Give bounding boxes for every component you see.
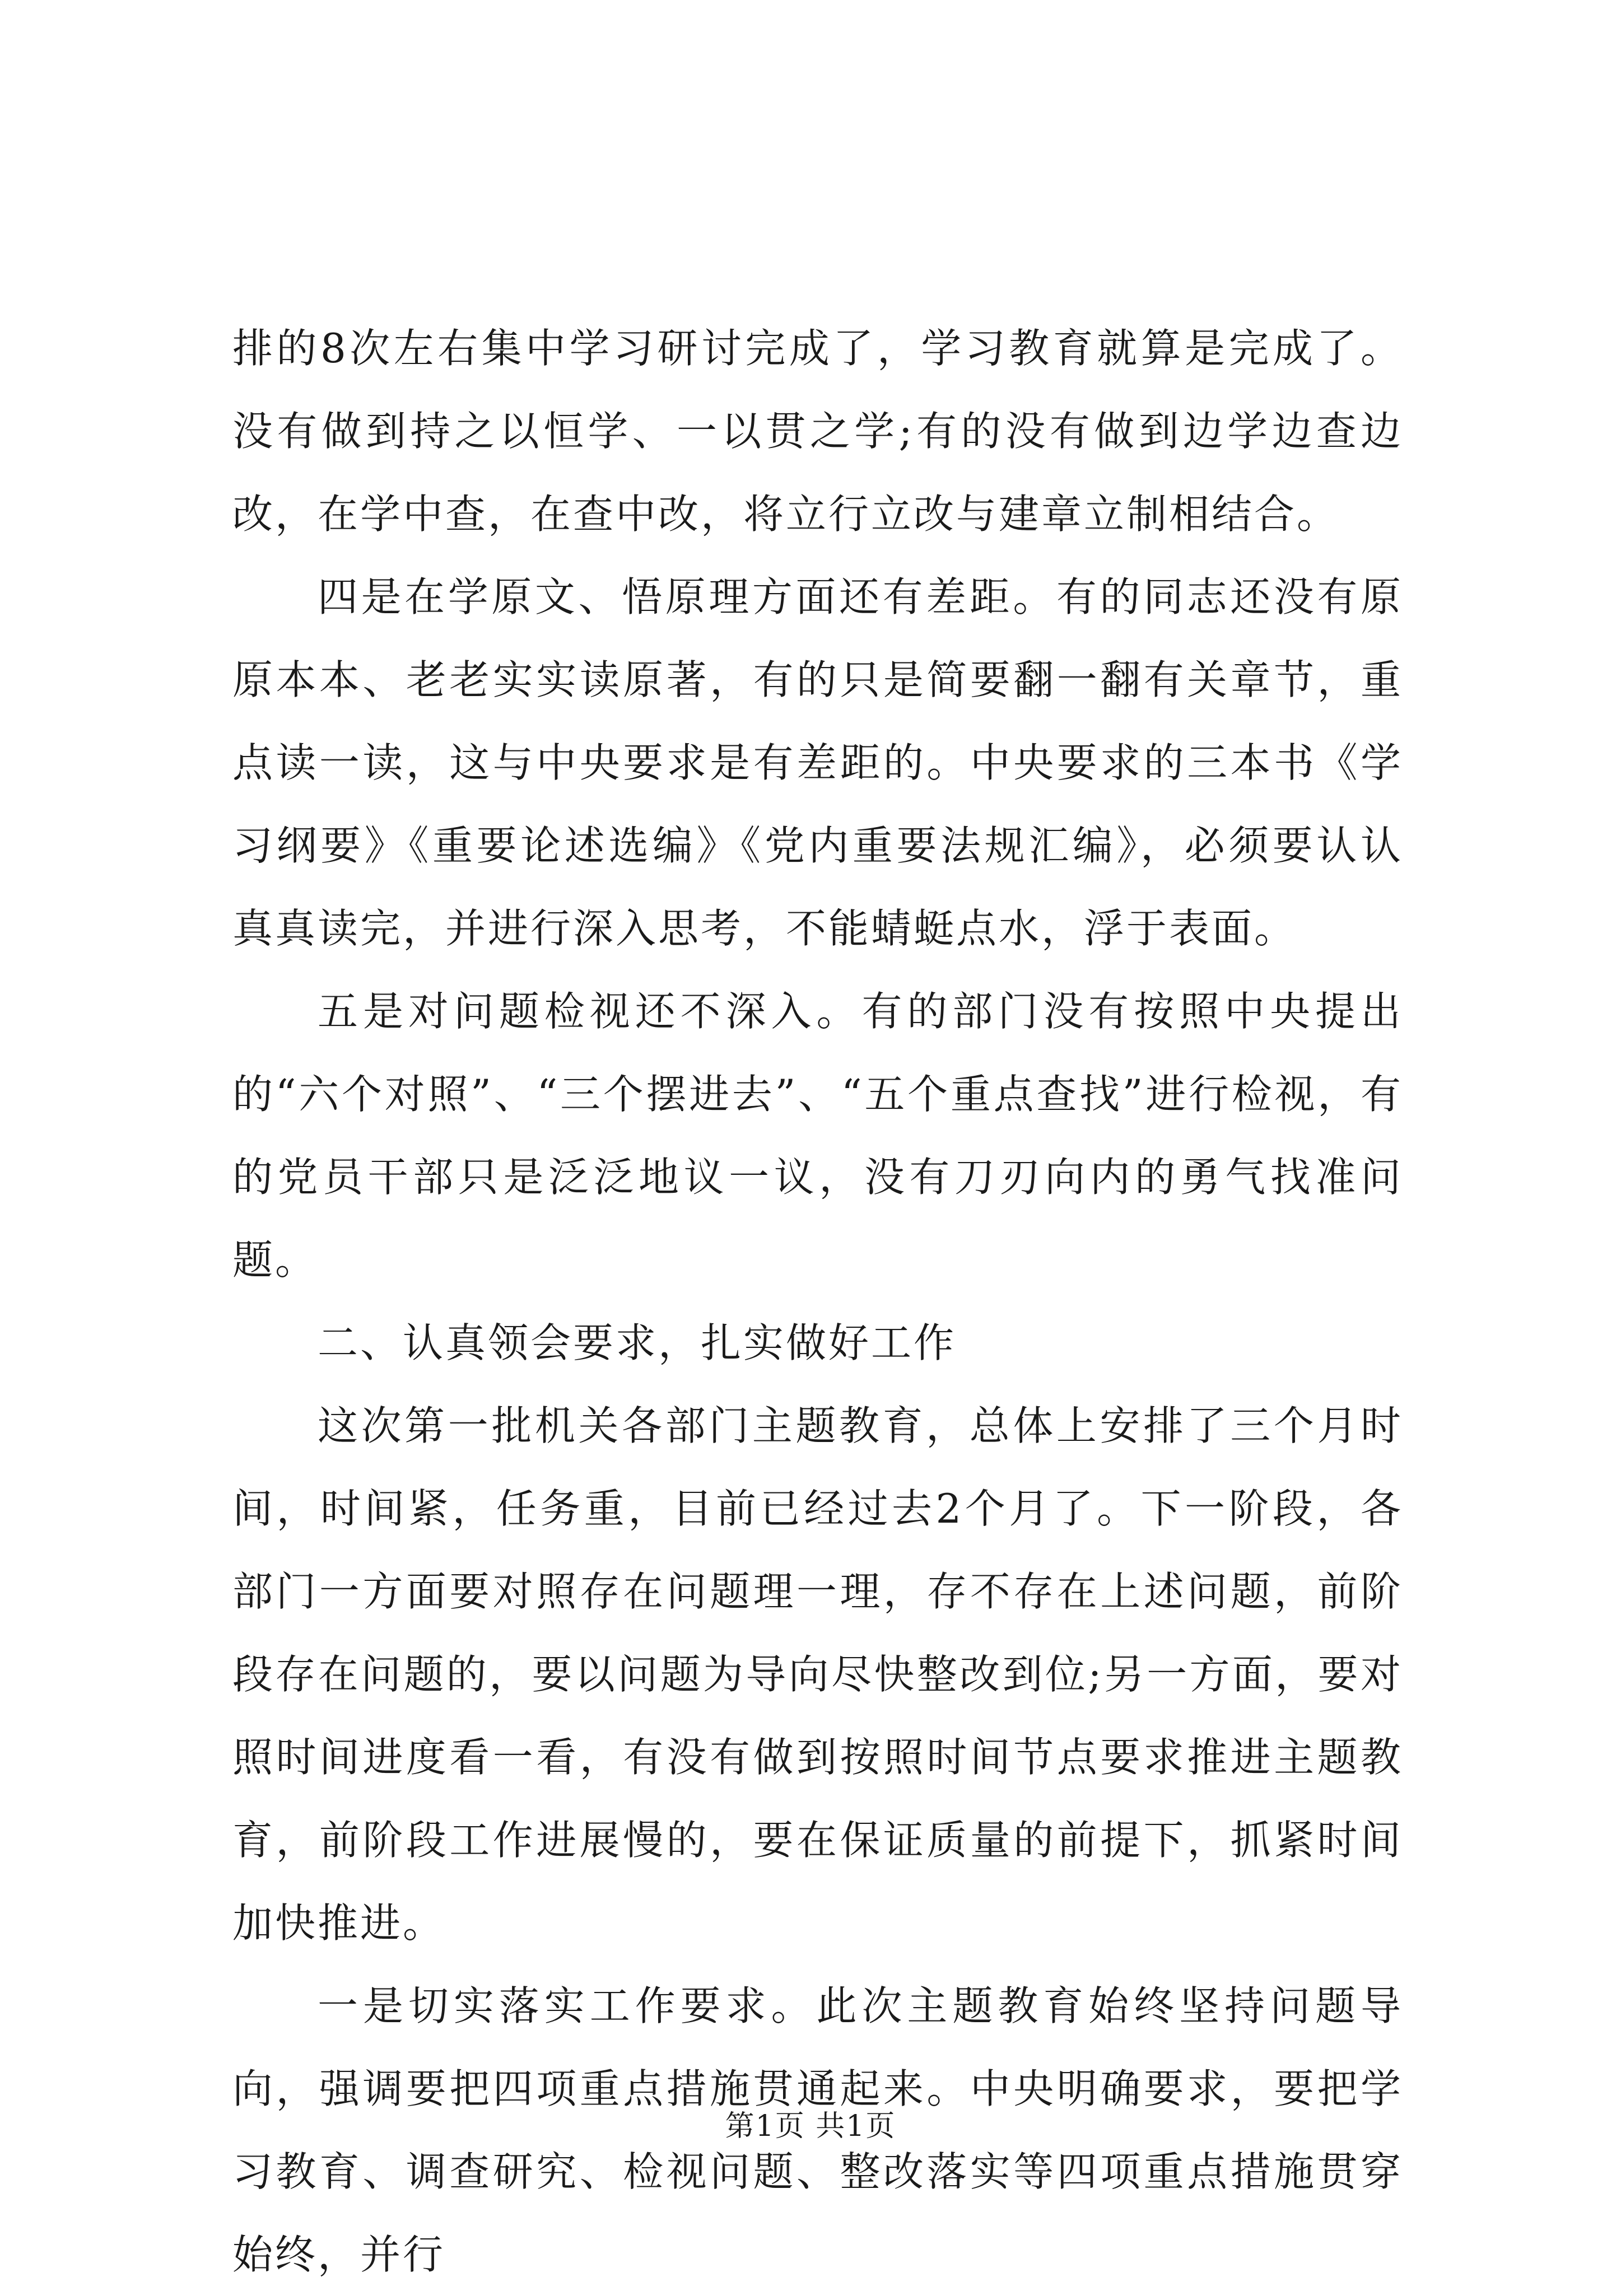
section-heading: 二、认真领会要求，扎实做好工作 <box>318 1319 957 1366</box>
paragraph-1: 排的8次左右集中学习研讨完成了，学习教育就算是完成了。没有做到持之以恒学、一以贯之学;有的没有做到边学边查边改，在学中查，在查中改，将立行立改与建章立制相结合。 <box>232 325 1403 538</box>
paragraph-5: 这次第一批机关各部门主题教育，总体上安排了三个月时间，时间紧，任务重，目前已经过去2个月了。下一阶段，各部门一方面要对照存在问题理一理，存不存在上述问题，前阶段存在问题的，要以问题为导向尽快整改到位;另一方面，要对照时间进度看一看，有没有做到按照时间节点要求推进主题教育，前阶段工作进展慢的，要在保证质量的前提下，抓紧时间加快推进。 <box>232 1402 1403 1947</box>
paragraph-3: 五是对问题检视还不深入。有的部门没有按照中央提出的“六个对照”、“三个摆进去”、“五个重点查找”进行检视，有的党员干部只是泛泛地议一议，没有刀刃向内的勇气找准问题。 <box>232 988 1403 1284</box>
page-footer: 第1页 共1页 <box>725 2110 896 2143</box>
paragraph-6: 一是切实落实工作要求。此次主题教育始终坚持问题导向，强调要把四项重点措施贯通起来。中央明确要求，要把学习教育、调查研究、检视问题、整改落实等四项重点措施贯穿始终，并行 <box>232 1982 1403 2278</box>
document-body <box>232 307 1403 2296</box>
paragraph-2: 四是在学原文、悟原理方面还有差距。有的同志还没有原原本本、老老实实读原著，有的只是简要翻一翻有关章节，重点读一读，这与中央要求是有差距的。中央要求的三本书《学习纲要》《重要论述选编》《党内重要法规汇编》，必须要认认真真读完，并进行深入思考，不能蜻蜓点水，浮于表面。 <box>232 573 1403 952</box>
